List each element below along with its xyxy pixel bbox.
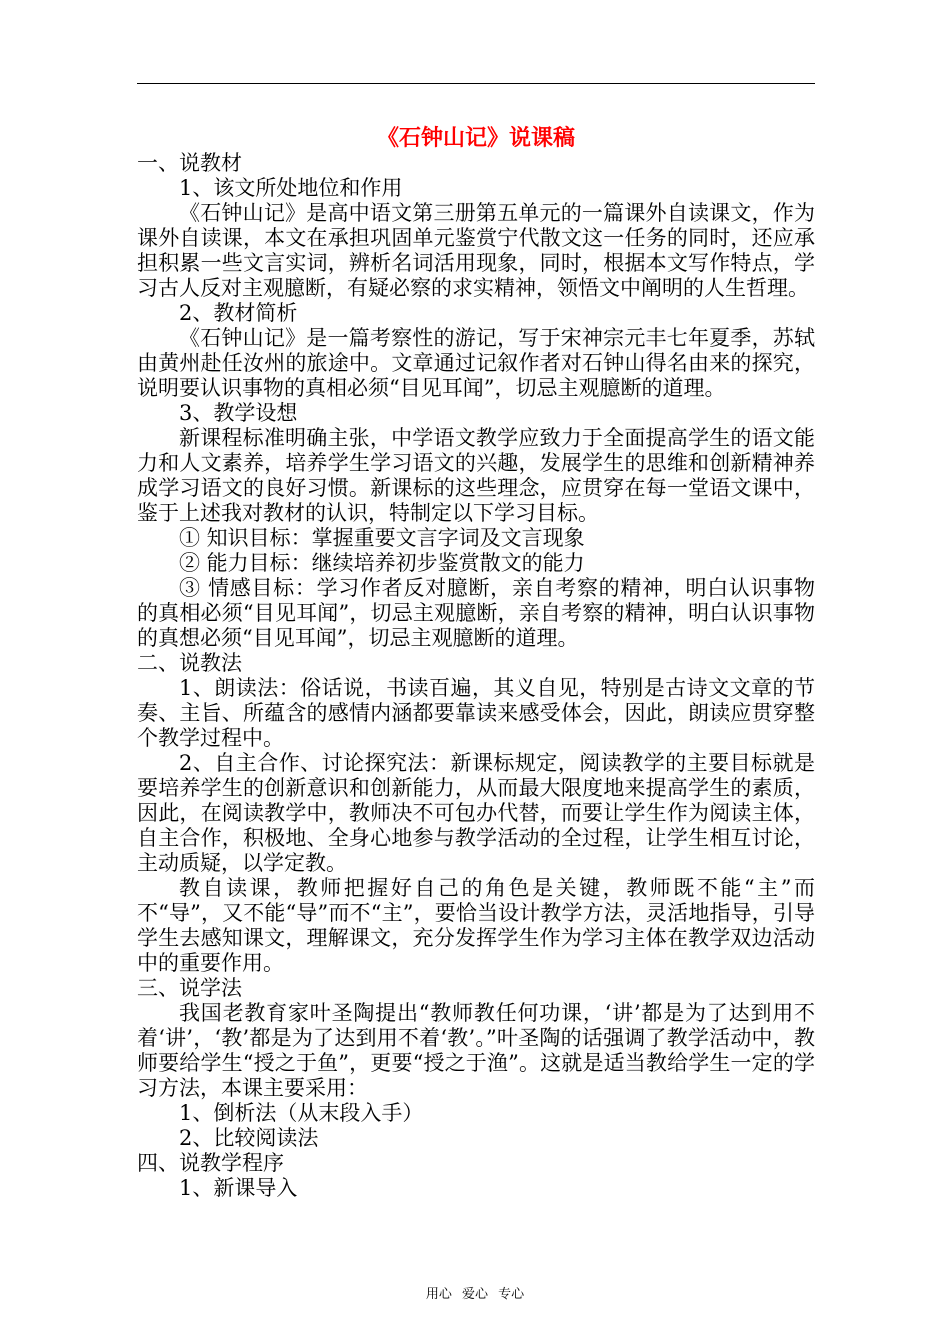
paragraph: 2、自主合作、讨论探究法：新课标规定，阅读教学的主要目标就是要培养学生的创新意识和创新能力，从而最大限度地来提高学生的素质，因此，在阅读教学中，教师决不可包办代替，而要让学生作为阅读主体，自主合作，积极地、全身心地参与教学活动的全过程，让学生相互讨论，主动质疑，以学定教。 (137, 751, 815, 875)
goal-item: ② 能力目标：继续培养初步鉴赏散文的能力 (179, 551, 585, 575)
goal-item: ③ 情感目标：学习作者反对臆断，亲自考察的精神，明白认识事物的真相必须“目见耳闻”，切忌主观臆断，亲自考察的精神，明白认识事物的真想必须“目见耳闻”，切忌主观臆断的道理。 (137, 576, 815, 650)
list-item: 1、倒析法（从末段入手） (179, 1101, 424, 1125)
document-title: 《石钟山记》说课稿 (376, 125, 575, 151)
goal-item: ① 知识目标：掌握重要文言字词及文言现象 (179, 526, 585, 550)
subsection-heading: 3、教学设想 (179, 401, 298, 425)
paragraph: 我国老教育家叶圣陶提出“教师教任何功课，‘讲’都是为了达到用不着‘讲’，‘教’都是为了达到用不着‘教’。”叶圣陶的话强调了教学活动中，教师要给学生“授之于鱼”，更要“授之于渔”。这就是适当教给学生一定的学习方法，本课主要采用： (137, 1001, 815, 1100)
list-item: 2、比较阅读法 (179, 1126, 319, 1150)
list-item: 1、新课导入 (179, 1176, 298, 1200)
header-rule (137, 83, 815, 84)
paragraph: 教自读课，教师把握好自己的角色是关键，教师既不能“主”而不“导”，又不能“导”而不“主”，要恰当设计教学方法，灵活地指导，引导学生去感知课文，理解课文，充分发挥学生作为学习主体在教学双边活动中的重要作用。 (137, 876, 815, 975)
subsection-heading: 2、教材简析 (179, 301, 298, 325)
page-footer: 用心 爱心 专心 (425, 1287, 525, 1302)
paragraph: 《石钟山记》是一篇考察性的游记，写于宋神宗元丰七年夏季，苏轼由黄州赴任汝州的旅途中。文章通过记叙作者对石钟山得名由来的探究，说明要认识事物的真相必须“目见耳闻”，切忌主观臆断的道理。 (137, 326, 815, 400)
section-heading: 三、说学法 (137, 976, 242, 1000)
subsection-heading: 1、该文所处地位和作用 (179, 176, 403, 200)
section-heading: 四、说教学程序 (137, 1151, 284, 1175)
section-heading: 一、说教材 (137, 151, 242, 175)
section-heading: 二、说教法 (137, 651, 242, 675)
paragraph: 1、朗读法：俗话说，书读百遍，其义自见，特别是古诗文文章的节奏、主旨、所蕴含的感情内涵都要靠读来感受体会，因此，朗读应贯穿整个教学过程中。 (137, 676, 815, 750)
paragraph: 《石钟山记》是高中语文第三册第五单元的一篇课外自读课文，作为课外自读课，本文在承担巩固单元鉴赏宁代散文这一任务的同时，还应承担积累一些文言实词，辨析名词活用现象，同时，根据本文写作特点，学习古人反对主观臆断，有疑必察的求实精神，领悟文中阐明的人生哲理。 (137, 201, 815, 300)
paragraph: 新课程标准明确主张，中学语文教学应致力于全面提高学生的语文能力和人文素养，培养学生学习语文的兴趣，发展学生的思维和创新精神养成学习语文的良好习惯。新课标的这些理念，应贯穿在每一堂语文课中，鉴于上述我对教材的认识，特制定以下学习目标。 (137, 426, 815, 525)
document-body (137, 125, 815, 1201)
